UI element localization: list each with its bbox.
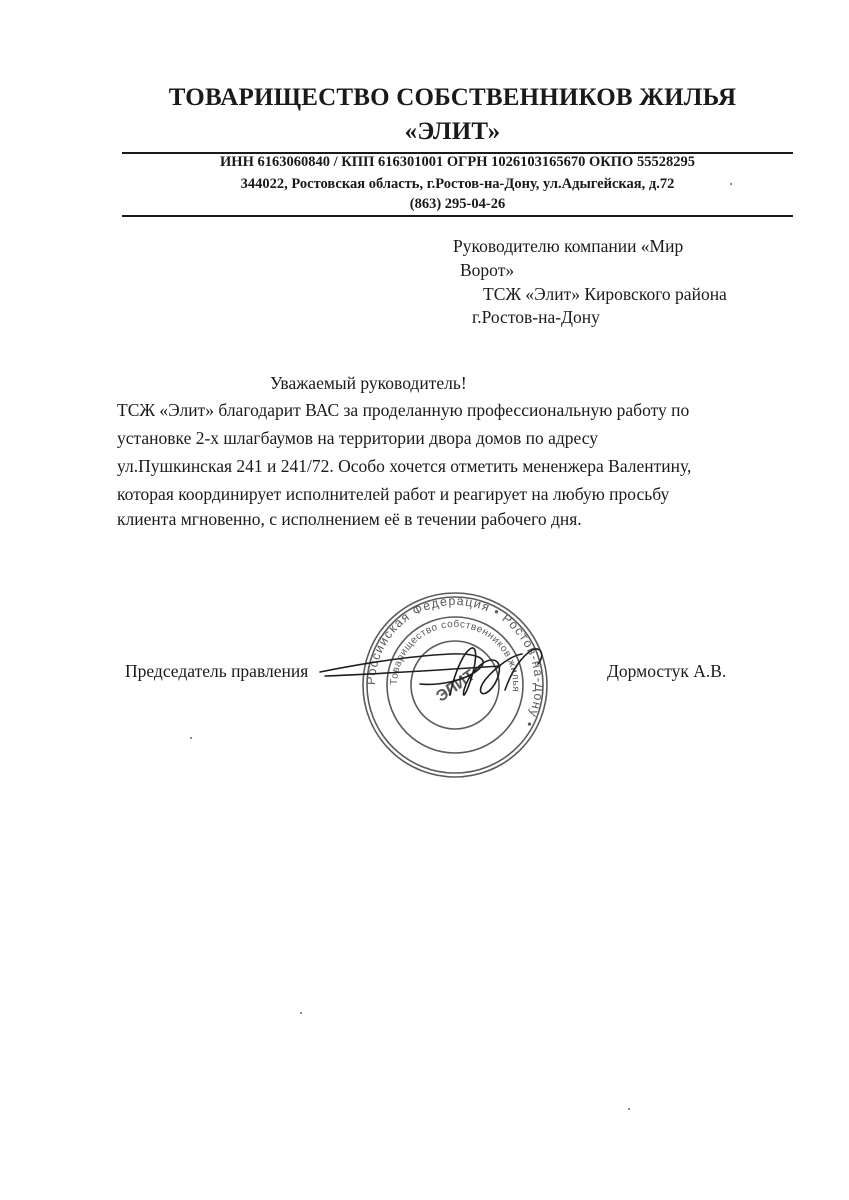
- recipient-line-1: Руководителю компании «Мир: [453, 236, 684, 256]
- org-requisites: ИНН 6163060840 / КПП 616301001 ОГРН 1026103165670 ОКПО 55528295: [220, 154, 695, 170]
- stamp-inner-text: Товарищество собственников жилья: [388, 618, 522, 693]
- scan-speck: [730, 183, 732, 185]
- body-line: установке 2-х шлагбаумов на территории двора домов по адресу: [117, 428, 599, 448]
- recipient-line-4: г.Ростов-на-Дону: [472, 307, 600, 327]
- recipient-line-2: Ворот»: [460, 260, 515, 280]
- signatory-name: Дормостук А.В.: [607, 661, 727, 681]
- body-line: ул.Пушкинская 241 и 241/72. Особо хочется отметить мененжера Валентину,: [117, 456, 692, 476]
- signatory-role: Председатель правления: [125, 661, 309, 681]
- stamp-outer-text: Российская Федерация • Ростов-на-Дону •: [363, 593, 547, 731]
- recipient-line-3: ТСЖ «Элит» Кировского района: [483, 284, 727, 304]
- body-line: клиента мгновенно, с исполнением её в течении рабочего дня.: [117, 509, 582, 529]
- salutation: Уважаемый руководитель!: [270, 373, 467, 393]
- scan-speck: [300, 1012, 302, 1014]
- handwritten-signature: [300, 620, 570, 730]
- org-name-line1: ТОВАРИЩЕСТВО СОБСТВЕННИКОВ ЖИЛЬЯ: [168, 84, 737, 111]
- body-line: которая координирует исполнителей работ и реагирует на любую просьбу: [117, 484, 670, 504]
- org-address: 344022, Ростовская область, г.Ростов-на-Дону, ул.Адыгейская, д.72: [240, 176, 675, 192]
- org-phone: (863) 295-04-26: [409, 196, 506, 212]
- stamp-center-text: ЭЛИТ: [433, 666, 479, 706]
- body-line: ТСЖ «Элит» благодарит ВАС за проделанную профессиональную работу по: [117, 400, 690, 420]
- scan-speck: [628, 1108, 630, 1110]
- scan-speck: [190, 737, 192, 739]
- header-divider-bottom: [122, 215, 793, 217]
- org-name-line2: «ЭЛИТ»: [404, 118, 501, 145]
